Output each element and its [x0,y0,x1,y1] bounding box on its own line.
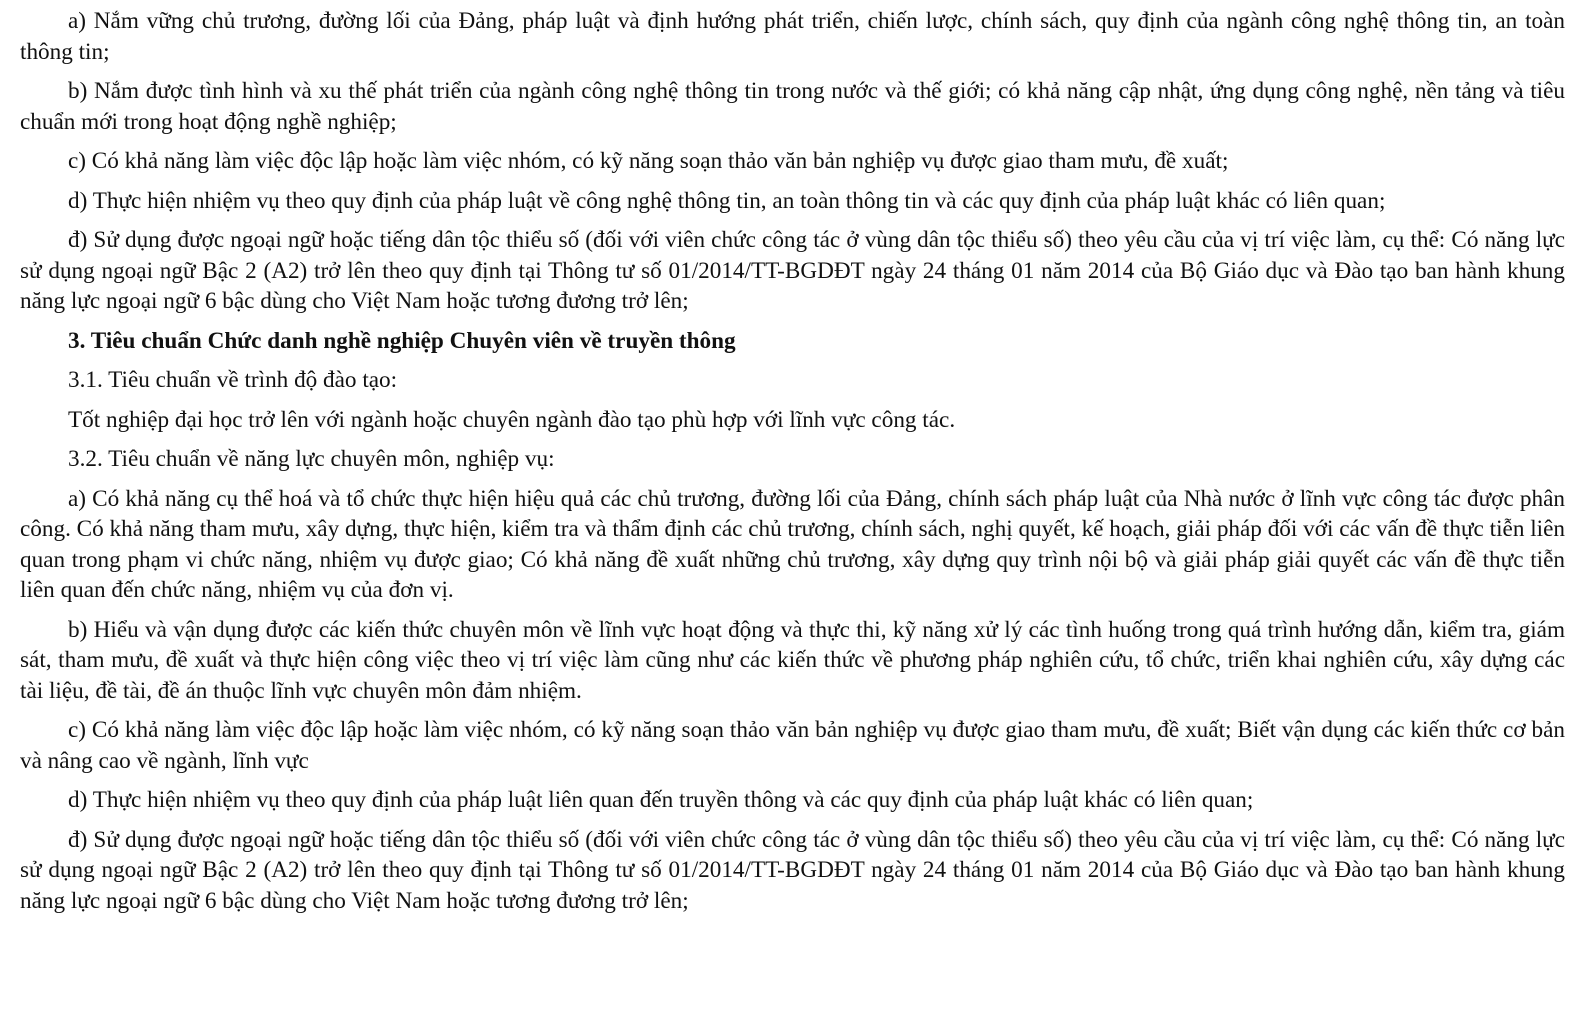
paragraph-1a: a) Nắm vững chủ trương, đường lối của Đảng, pháp luật và định hướng phát triển, chiến lược, chính sách, quy định của ngành công nghệ thông tin, an toàn thông tin; [20,8,1565,65]
paragraph-3-2dd: đ) Sử dụng được ngoại ngữ hoặc tiếng dân tộc thiểu số (đối với viên chức công tác ở vùng dân tộc thiểu số) theo yêu cầu của vị trí việc làm, cụ thể: Có năng lực sử dụng ngoại ngữ Bậc 2 (A2) trở lên theo quy định tại Thông tư số 01/2014/TT-BGDĐT ngày 24 tháng 01 năm 2014 của Bộ Giáo dục và Đào tạo ban hành khung năng lực ngoại ngữ 6 bậc dùng cho Việt Nam hoặc tương đương trở lên; [20,826,1565,914]
paragraph-3-2d: d) Thực hiện nhiệm vụ theo quy định của pháp luật liên quan đến truyền thông và các quy định của pháp luật khác có liên quan; [68,787,1254,813]
paragraph-3-2b: b) Hiểu và vận dụng được các kiến thức chuyên môn về lĩnh vực hoạt động và thực thi, kỹ năng xử lý các tình huống trong quá trình hướng dẫn, kiểm tra, giám sát, tham mưu, đề xuất và thực hiện công việc theo vị trí việc làm cũng như các kiến thức về phương pháp nghiên cứu, tổ chức, triển khai nghiên cứu, xây dựng các tài liệu, đề tài, đề án thuộc lĩnh vực chuyên môn đảm nhiệm. [20,616,1565,704]
section-heading-3: 3. Tiêu chuẩn Chức danh nghề nghiệp Chuyên viên về truyền thông [68,327,736,354]
subheading-3-2: 3.2. Tiêu chuẩn về năng lực chuyên môn, nghiệp vụ: [68,446,555,472]
paragraph-1d: d) Thực hiện nhiệm vụ theo quy định của pháp luật về công nghệ thông tin, an toàn thông tin và các quy định của pháp luật khác có liên quan; [68,187,1386,214]
paragraph-3-1-body: Tốt nghiệp đại học trở lên với ngành hoặc chuyên ngành đào tạo phù hợp với lĩnh vực công tác. [68,406,956,433]
paragraph-1b: b) Nắm được tình hình và xu thế phát triển của ngành công nghệ thông tin trong nước và thế giới; có khả năng cập nhật, ứng dụng công nghệ, nền tảng và tiêu chuẩn mới trong hoạt động nghề nghiệp; [20,78,1565,135]
paragraph-3-2a: a) Có khả năng cụ thể hoá và tổ chức thực hiện hiệu quả các chủ trương, đường lối của Đảng, chính sách pháp luật của Nhà nước ở lĩnh vực công tác được phân công. Có khả năng tham mưu, xây dựng, thực hiện, kiểm tra và thẩm định các chủ trương, chính sách, nghị quyết, kế hoạch, giải pháp đối với các vấn đề thực tiễn liên quan trong phạm vi chức năng, nhiệm vụ được giao; Có khả năng đề xuất những chủ trương, xây dựng quy trình nội bộ và giải pháp giải quyết các vấn đề thực tiễn liên quan đến chức năng, nhiệm vụ của đơn vị. [20,485,1565,603]
subheading-3-1: 3.1. Tiêu chuẩn về trình độ đào tạo: [68,367,398,393]
paragraph-1c: c) Có khả năng làm việc độc lập hoặc làm việc nhóm, có kỹ năng soạn thảo văn bản nghiệp vụ được giao tham mưu, đề xuất; [68,148,1229,174]
paragraph-3-2c: c) Có khả năng làm việc độc lập hoặc làm việc nhóm, có kỹ năng soạn thảo văn bản nghiệp vụ được giao tham mưu, đề xuất; Biết vận dụng các kiến thức cơ bản và nâng cao về ngành, lĩnh vực [20,717,1565,774]
paragraph-1dd: đ) Sử dụng được ngoại ngữ hoặc tiếng dân tộc thiểu số (đối với viên chức công tác ở vùng dân tộc thiểu số) theo yêu cầu của vị trí việc làm, cụ thể: Có năng lực sử dụng ngoại ngữ Bậc 2 (A2) trở lên theo quy định tại Thông tư số 01/2014/TT-BGDĐT ngày 24 tháng 01 năm 2014 của Bộ Giáo dục và Đào tạo ban hành khung năng lực ngoại ngữ 6 bậc dùng cho Việt Nam hoặc tương đương trở lên; [20,227,1565,314]
